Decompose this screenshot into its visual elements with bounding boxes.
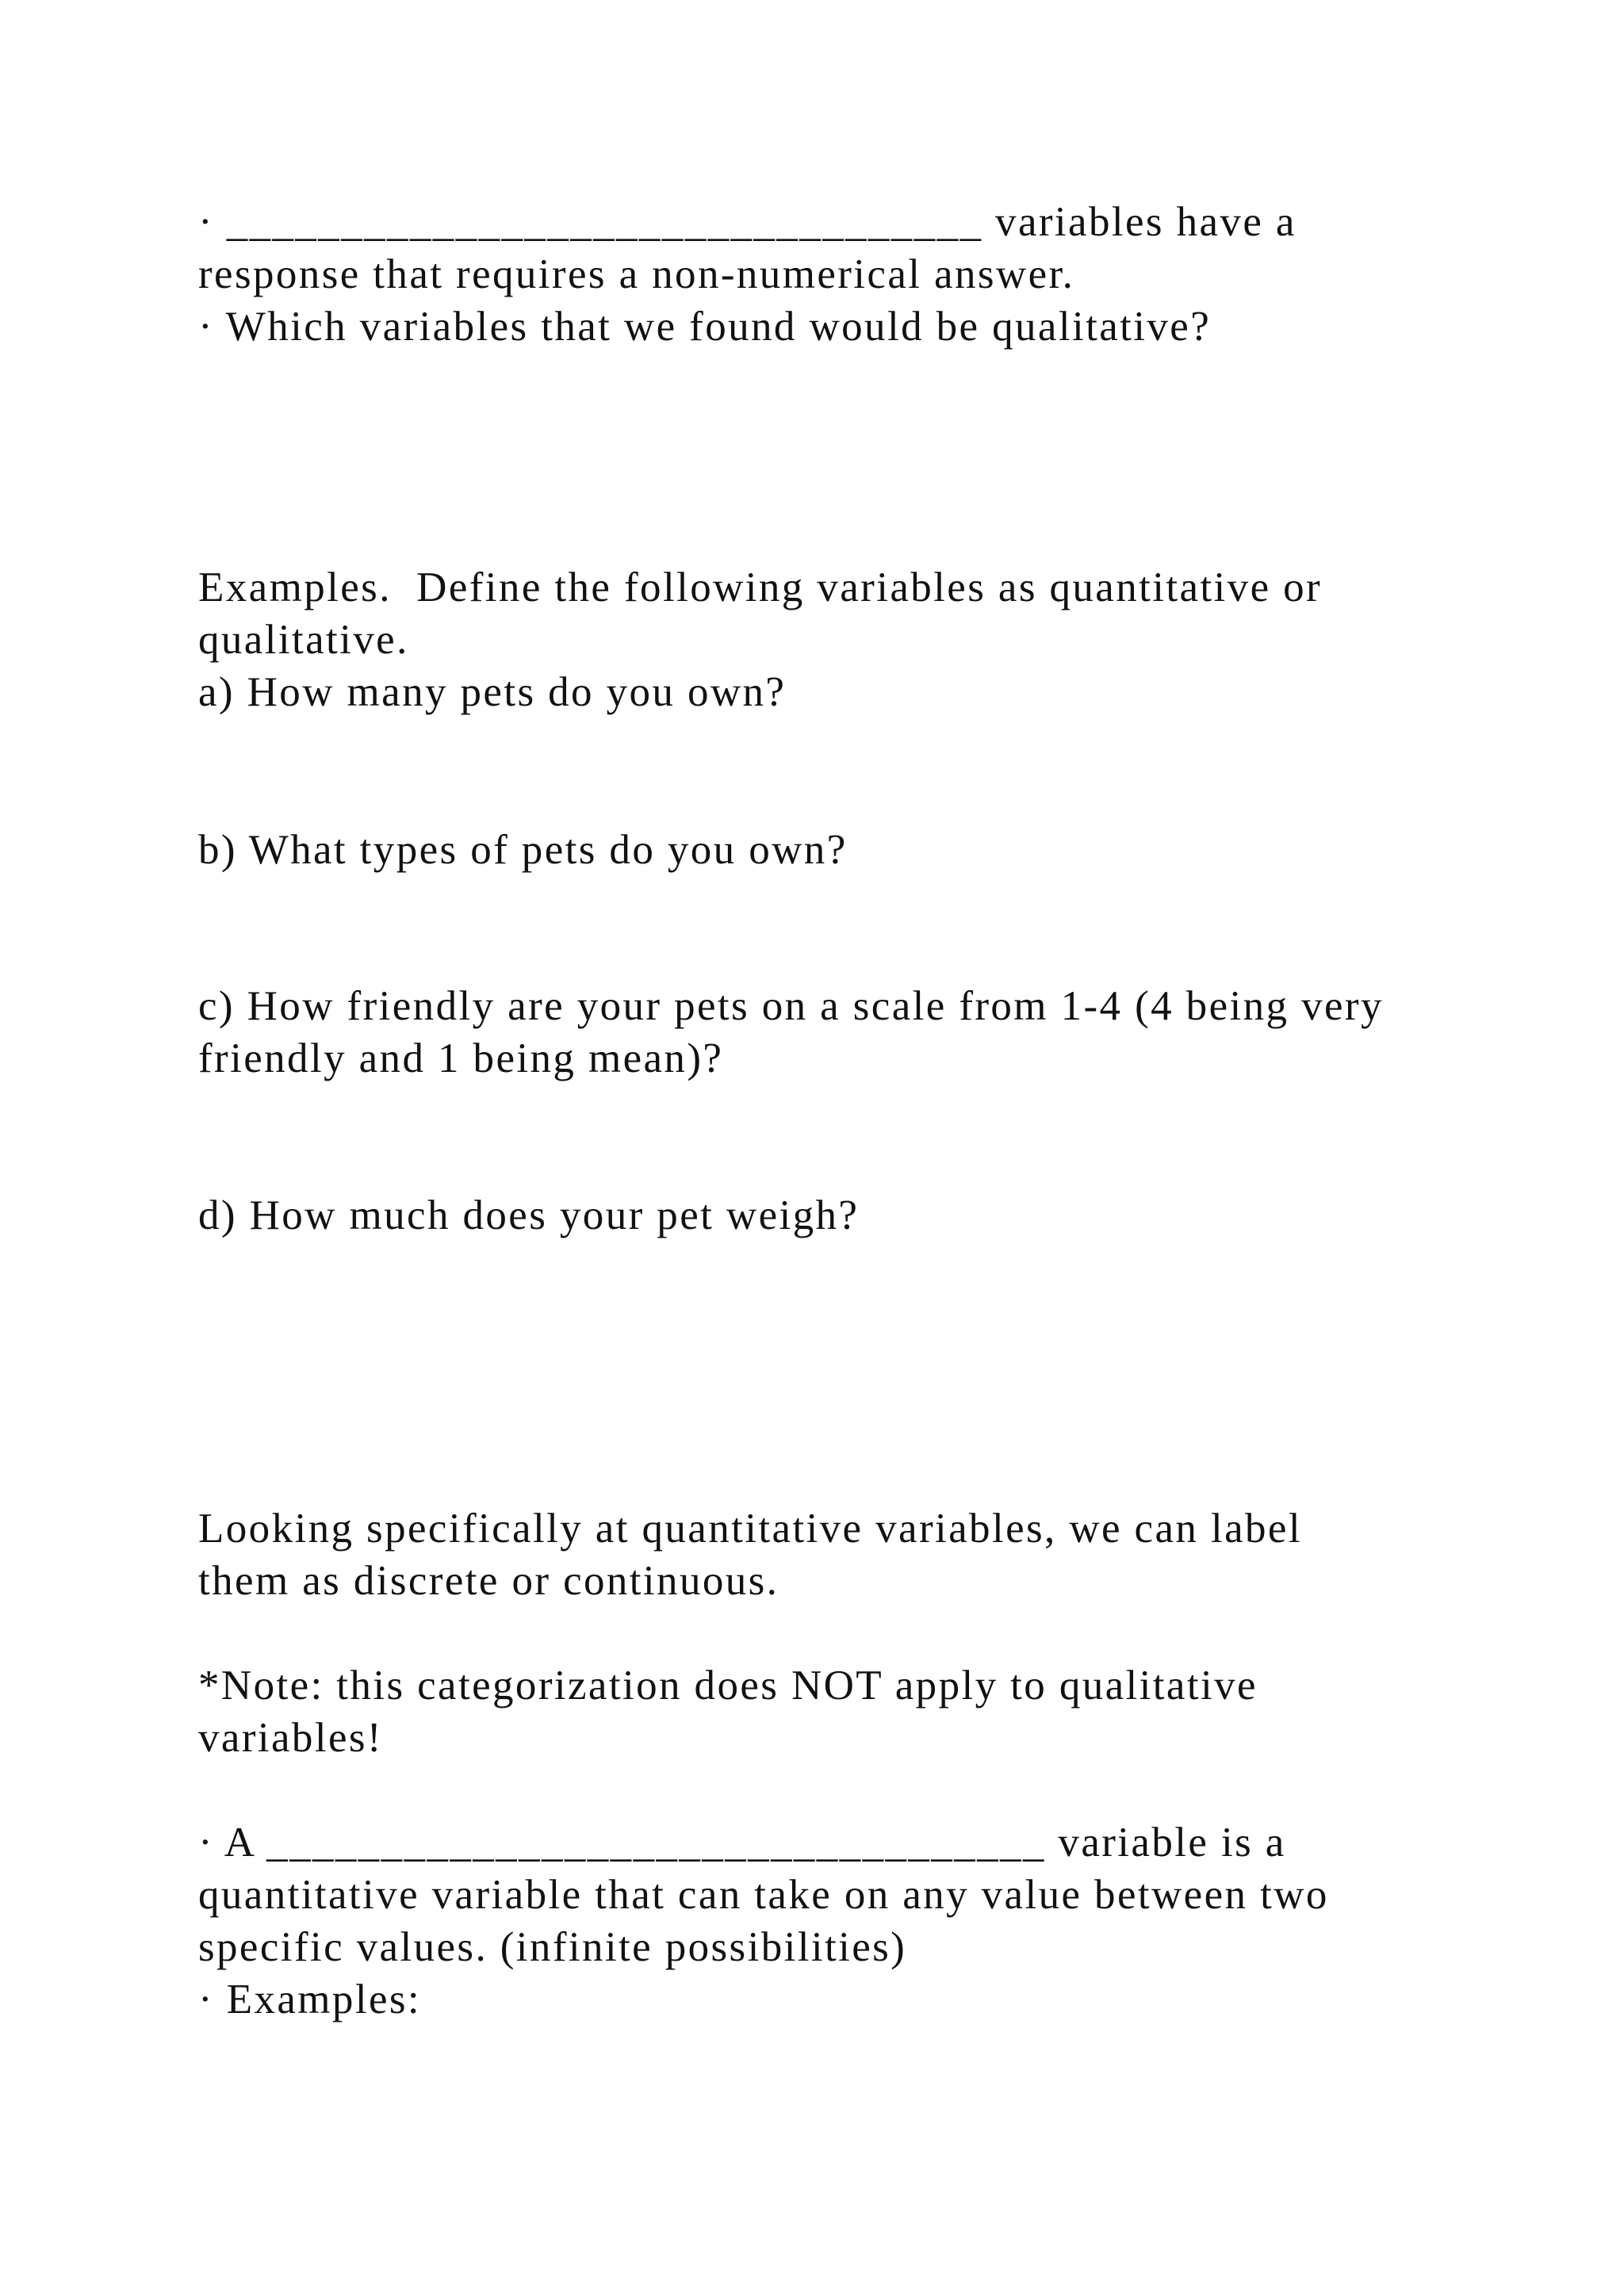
qualitative-definition-line-1: · _________________________________ variables have a xyxy=(198,199,1297,245)
example-d: d) How much does your pet weigh? xyxy=(198,1192,860,1238)
quantitative-intro-line-2: them as discrete or continuous. xyxy=(198,1558,779,1604)
example-b: b) What types of pets do you own? xyxy=(198,827,848,873)
qualitative-question-line: · Which variables that we found would be qualitative? xyxy=(198,304,1212,350)
continuous-definition-line-2: quantitative variable that can take on any value between two xyxy=(198,1872,1329,1918)
note-line-2: variables! xyxy=(198,1715,383,1761)
continuous-definition-line-3: specific values. (infinite possibilities) xyxy=(198,1924,907,1970)
note-line-1: *Note: this categorization does NOT apply to qualitative xyxy=(198,1663,1258,1709)
example-c-line-1: c) How friendly are your pets on a scale from 1-4 (4 being very xyxy=(198,983,1384,1029)
continuous-definition-line-1: · A __________________________________ variable is a xyxy=(198,1820,1286,1866)
qualitative-definition-line-2: response that requires a non-numerical answer. xyxy=(198,251,1075,297)
examples-heading-line-2: qualitative. xyxy=(198,617,409,663)
example-a: a) How many pets do you own? xyxy=(198,669,787,715)
example-c-line-2: friendly and 1 being mean)? xyxy=(198,1035,724,1081)
examples-bullet: · Examples: xyxy=(198,1976,422,2022)
quantitative-intro-line-1: Looking specifically at quantitative variables, we can label xyxy=(198,1506,1302,1552)
examples-heading-line-1: Examples. Define the following variables as quantitative or xyxy=(198,564,1323,610)
